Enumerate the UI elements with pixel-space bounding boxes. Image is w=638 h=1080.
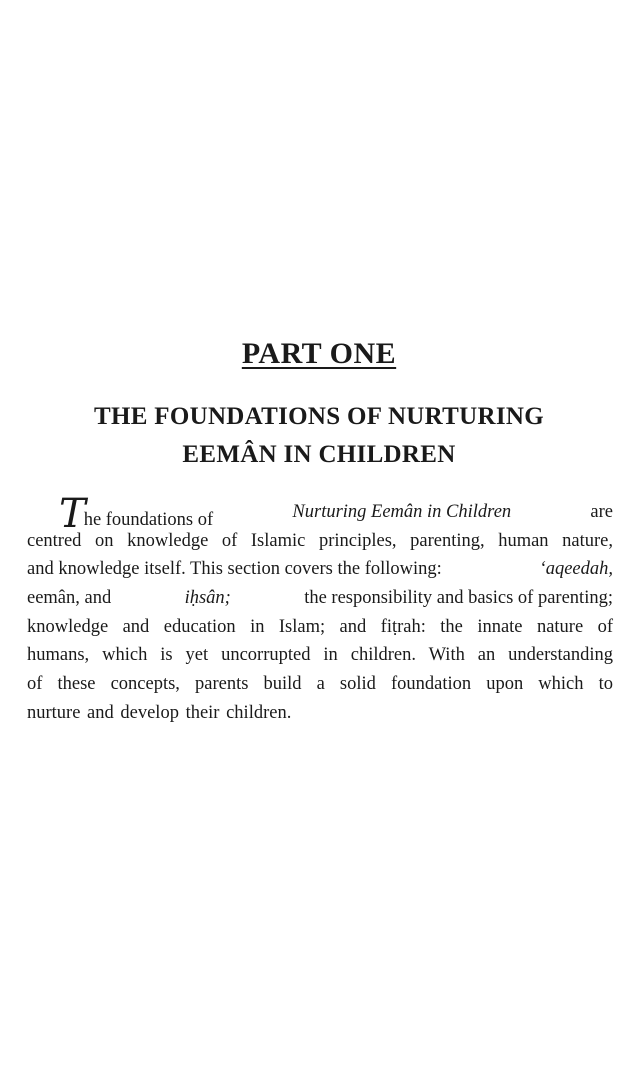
paragraph-line — [27, 641, 613, 670]
line-text: he foundations of — [83, 510, 214, 530]
first-words — [59, 491, 214, 537]
line-text: of these concepts, parents build a solid foundation upon which to — [27, 674, 613, 695]
paragraph-line — [27, 555, 613, 584]
paragraph-line — [27, 699, 613, 728]
line-text: the responsibility and basics of parenting; — [304, 588, 613, 609]
line-text: eemân, and — [27, 588, 112, 609]
line-text: centred on knowledge of Islamic principles, parenting, human nature, — [27, 530, 613, 551]
line-text: are — [590, 502, 613, 522]
paragraph-line — [27, 527, 613, 556]
part-title — [0, 398, 638, 474]
paragraph-line — [27, 613, 613, 642]
paragraph-line — [27, 491, 613, 537]
paragraph-line — [27, 670, 613, 699]
line-text: knowledge and education in Islam; and fiṭrah: the innate nature of — [27, 616, 613, 637]
part-heading — [0, 336, 638, 372]
intro-paragraph — [27, 491, 613, 728]
line-text: nurture and develop their children. — [27, 702, 292, 723]
line-text: and knowledge itself. This section covers the following: — [27, 559, 442, 580]
book-title-reference: Nurturing Eemân in Children — [292, 502, 512, 522]
part-title-line-1: THE FOUNDATIONS OF NURTURING — [94, 403, 544, 430]
part-title-line-2: EEMÂN IN CHILDREN — [182, 441, 456, 468]
term-aqeedah: ‘aqeedah, — [539, 559, 613, 580]
part-label: PART ONE — [241, 337, 397, 370]
drop-cap: T — [59, 491, 86, 537]
paragraph-line — [27, 584, 613, 613]
term-ihsan: iḥsân; — [184, 588, 231, 609]
line-text: humans, which is yet uncorrupted in children. With an understanding — [27, 645, 613, 666]
